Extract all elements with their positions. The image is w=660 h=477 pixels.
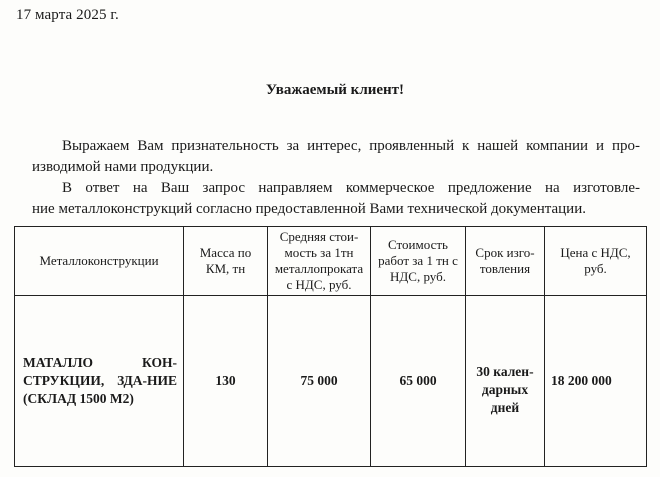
table-header-row [15,227,647,296]
header-price: Цена с НДС, руб. [545,227,647,296]
intro-paragraph-line-2: изводимой нами продукции. [32,159,214,175]
request-paragraph-line-1: В ответ на Ваш запрос направляем коммерческое предложение на изготовле- [62,180,640,196]
cell-structure-name [15,296,184,467]
cell-avg-cost: 75 000 [268,296,371,467]
cell-mass: 130 [184,296,268,467]
intro-paragraph [32,136,640,178]
price-value: 18 200 000 [551,373,612,388]
letter-date: 17 марта 2025 г. [16,7,119,23]
header-lead-time: Срок изго-товления [466,227,545,296]
lead-time-text: 30 кален-дарных дней [476,364,534,415]
table-row [15,296,647,467]
greeting-heading: Уважаемый клиент! [265,82,405,98]
header-mass: Масса по КМ, тн [184,227,268,296]
cell-lead-time [466,296,545,467]
offer-table [14,226,647,467]
request-paragraph [32,178,640,220]
intro-paragraph-line-1: Выражаем Вам признательность за интерес, проявленный к нашей компании и про- [62,138,640,154]
cell-work-cost: 65 000 [371,296,466,467]
request-paragraph-line-2: ние металлоконструкций согласно предоставленной Вами технической документации. [32,201,586,217]
structure-name-text: МАТАЛЛО КОН-СТРУКЦИИ, ЗДА-НИЕ (СКЛАД 1500 М2) [23,355,177,406]
header-metal-structures: Металлоконструкции [15,227,184,296]
header-work-cost: Стоимость работ за 1 тн с НДС, руб. [371,227,466,296]
cell-price [545,296,647,467]
header-avg-metal-cost: Средняя стои-мость за 1тн металлопроката с НДС, руб. [268,227,371,296]
